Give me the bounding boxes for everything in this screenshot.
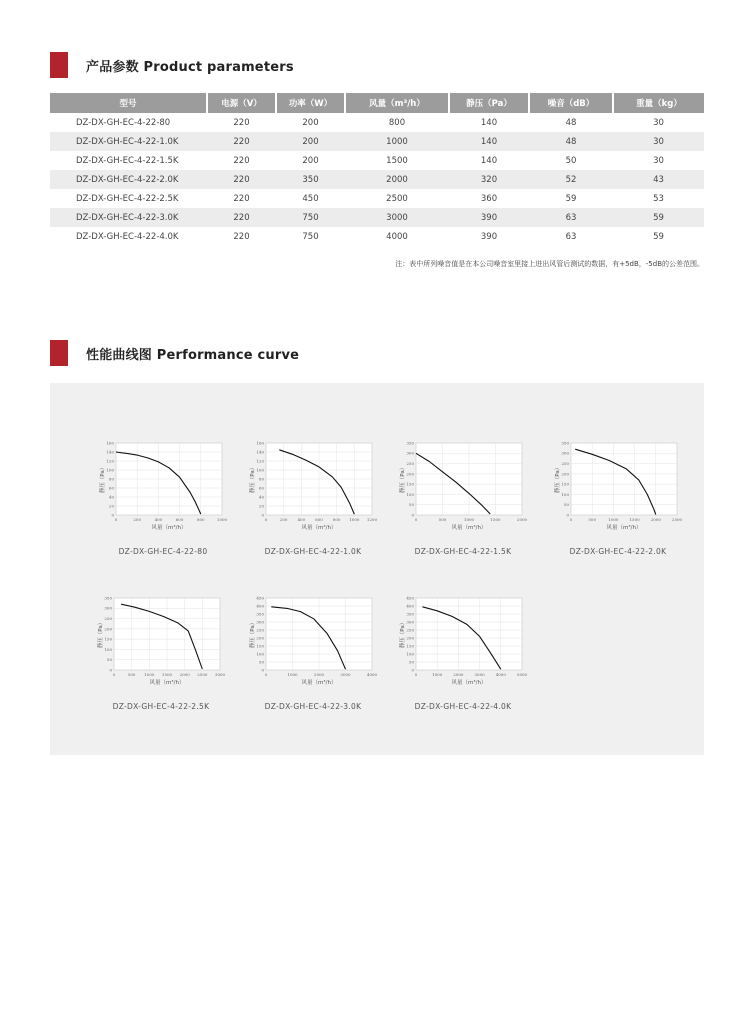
performance-chart xyxy=(248,438,378,558)
header-model: 型号 xyxy=(50,93,207,113)
y-tick-label: 300 xyxy=(406,450,414,456)
cell-weight: 30 xyxy=(653,155,664,166)
x-axis-label: 风量（m³/h） xyxy=(451,680,487,686)
y-tick-label: 0 xyxy=(261,512,264,518)
cell-power: 200 xyxy=(302,117,319,128)
cell-noise: 50 xyxy=(565,155,577,166)
x-tick-label: 0 xyxy=(264,672,268,677)
y-tick-label: 450 xyxy=(256,595,264,601)
x-tick-label: 4000 xyxy=(366,672,378,677)
x-tick-label: 4000 xyxy=(495,672,506,677)
y-tick-label: 100 xyxy=(106,467,114,473)
x-tick-label: 1000 xyxy=(144,672,155,677)
cell-voltage: 220 xyxy=(233,193,250,204)
header-weight: 重量（kg） xyxy=(613,93,704,113)
plot-area xyxy=(571,443,677,515)
y-tick-label: 100 xyxy=(561,491,569,497)
y-tick-label: 200 xyxy=(256,635,264,641)
cell-noise: 63 xyxy=(565,231,577,242)
y-axis-label: 静压（Pa） xyxy=(555,464,561,494)
y-tick-label: 200 xyxy=(104,626,112,632)
performance-chart xyxy=(98,438,228,558)
table-row xyxy=(50,151,704,170)
x-tick-label: 0 xyxy=(569,517,573,522)
y-tick-label: 150 xyxy=(406,643,414,649)
cell-pressure: 390 xyxy=(449,208,529,227)
cell-power: 750 xyxy=(276,208,345,227)
y-axis-label: 静压（Pa） xyxy=(400,464,406,494)
y-axis-label: 静压（Pa） xyxy=(100,464,106,494)
y-tick-label: 300 xyxy=(561,450,569,456)
header-noise: 噪音（dB） xyxy=(529,93,613,113)
x-tick-label: 1200 xyxy=(366,517,378,522)
y-tick-label: 20 xyxy=(108,503,114,509)
x-tick-label: 600 xyxy=(175,517,184,522)
y-tick-label: 50 xyxy=(106,657,112,663)
x-axis-label: 风量（m³/h） xyxy=(451,525,487,531)
cell-model: DZ-DX-GH-EC-4-22-1.0K xyxy=(50,132,207,151)
cell-airflow: 2500 xyxy=(386,193,408,204)
section-marker xyxy=(50,340,68,366)
x-tick-label: 800 xyxy=(196,517,205,522)
x-tick-label: 1000 xyxy=(216,517,228,522)
section-header-curve xyxy=(50,340,299,366)
x-tick-label: 1000 xyxy=(608,517,619,522)
cell-pressure: 360 xyxy=(480,193,498,204)
x-tick-label: 1000 xyxy=(432,672,443,677)
y-tick-label: 20 xyxy=(258,503,264,509)
chart-model-label: DZ-DX-GH-EC-4-22-1.5K xyxy=(414,547,512,556)
y-tick-label: 80 xyxy=(258,476,264,482)
y-tick-label: 200 xyxy=(406,635,414,641)
y-tick-label: 80 xyxy=(108,476,114,482)
chart-svg xyxy=(248,593,378,701)
y-tick-label: 150 xyxy=(561,481,569,487)
y-tick-label: 250 xyxy=(561,460,569,466)
y-tick-label: 450 xyxy=(406,595,414,601)
chart-svg xyxy=(553,438,683,546)
y-tick-label: 50 xyxy=(408,659,414,665)
y-tick-label: 0 xyxy=(411,512,414,518)
cell-noise: 63 xyxy=(529,208,613,227)
y-tick-label: 120 xyxy=(106,458,114,464)
cell-power: 450 xyxy=(302,193,319,204)
x-tick-label: 1000 xyxy=(287,672,298,677)
y-tick-label: 0 xyxy=(261,667,264,673)
x-tick-label: 500 xyxy=(588,517,597,522)
table-row xyxy=(50,227,704,246)
x-tick-label: 0 xyxy=(114,517,118,522)
y-tick-label: 300 xyxy=(104,605,112,611)
chart-svg xyxy=(398,593,528,701)
y-axis-label: 静压（Pa） xyxy=(98,619,104,649)
section-title: 产品参数 Product parameters xyxy=(86,59,294,75)
cell-noise: 48 xyxy=(529,132,613,151)
x-tick-label: 2000 xyxy=(179,672,190,677)
table-header-row xyxy=(50,93,704,113)
y-tick-label: 40 xyxy=(258,494,264,500)
y-tick-label: 0 xyxy=(111,512,114,518)
chart-model-label: DZ-DX-GH-EC-4-22-1.0K xyxy=(264,547,362,556)
x-tick-label: 500 xyxy=(127,672,136,677)
y-tick-label: 250 xyxy=(104,615,112,621)
x-tick-label: 800 xyxy=(332,517,341,522)
y-axis-label: 静压（Pa） xyxy=(250,619,256,649)
cell-pressure: 140 xyxy=(480,155,498,166)
performance-chart xyxy=(96,593,226,713)
y-tick-label: 150 xyxy=(256,643,264,649)
y-tick-label: 400 xyxy=(406,603,414,609)
cell-pressure: 320 xyxy=(449,170,529,189)
y-tick-label: 160 xyxy=(106,440,114,446)
y-tick-label: 50 xyxy=(408,502,414,508)
parameters-table xyxy=(50,93,704,246)
header-pressure: 静压（Pa） xyxy=(449,93,529,113)
cell-weight: 30 xyxy=(653,117,664,128)
x-tick-label: 600 xyxy=(315,517,323,522)
cell-weight: 59 xyxy=(653,231,664,242)
y-tick-label: 0 xyxy=(109,667,112,673)
x-tick-label: 2000 xyxy=(516,517,528,522)
y-tick-label: 150 xyxy=(406,481,414,487)
cell-voltage: 220 xyxy=(233,155,250,166)
cell-noise: 59 xyxy=(565,193,577,204)
chart-model-label: DZ-DX-GH-EC-4-22-4.0K xyxy=(414,702,512,711)
y-tick-label: 160 xyxy=(256,440,264,446)
y-tick-label: 100 xyxy=(256,467,264,473)
y-tick-label: 100 xyxy=(406,651,414,657)
x-tick-label: 3000 xyxy=(340,672,351,677)
x-tick-label: 1500 xyxy=(161,672,173,677)
header-airflow: 风量（m³/h） xyxy=(345,93,449,113)
x-tick-label: 200 xyxy=(279,517,288,522)
x-tick-label: 3000 xyxy=(214,672,226,677)
cell-voltage: 220 xyxy=(233,231,250,242)
cell-power: 200 xyxy=(276,132,345,151)
x-tick-label: 5000 xyxy=(516,672,528,677)
x-tick-label: 1500 xyxy=(490,517,501,522)
noise-note: 注：表中所列噪音值是在本公司噪音室里接上进出风管后测试的数据，有+5dB，-5dB的公差范围。 xyxy=(395,260,704,268)
cell-power: 350 xyxy=(276,170,345,189)
cell-pressure: 140 xyxy=(449,132,529,151)
cell-airflow: 1500 xyxy=(386,155,408,166)
x-tick-label: 1500 xyxy=(629,517,640,522)
y-tick-label: 40 xyxy=(108,494,114,500)
y-tick-label: 0 xyxy=(411,667,414,673)
chart-model-label: DZ-DX-GH-EC-4-22-2.0K xyxy=(569,547,667,556)
cell-model: DZ-DX-GH-EC-4-22-80 xyxy=(76,117,171,128)
y-tick-label: 50 xyxy=(563,502,569,508)
y-tick-label: 250 xyxy=(256,627,264,633)
cell-pressure: 140 xyxy=(480,117,498,128)
section-header-parameters xyxy=(50,52,294,78)
x-tick-label: 2000 xyxy=(650,517,661,522)
y-tick-label: 140 xyxy=(256,449,264,455)
y-tick-label: 100 xyxy=(104,646,112,652)
section-marker xyxy=(50,52,68,78)
y-tick-label: 350 xyxy=(561,440,569,446)
x-axis-label: 风量（m³/h） xyxy=(606,525,642,531)
x-tick-label: 200 xyxy=(133,517,142,522)
x-tick-label: 1000 xyxy=(463,517,475,522)
cell-pressure: 390 xyxy=(480,231,498,242)
x-tick-label: 1000 xyxy=(349,517,360,522)
y-tick-label: 200 xyxy=(561,471,569,477)
table-row xyxy=(50,208,704,227)
performance-curve-panel xyxy=(50,383,704,755)
x-tick-label: 0 xyxy=(264,517,268,522)
cell-voltage: 220 xyxy=(207,132,276,151)
y-tick-label: 250 xyxy=(406,460,414,466)
cell-weight: 59 xyxy=(613,208,704,227)
cell-noise: 52 xyxy=(529,170,613,189)
table-row xyxy=(50,170,704,189)
y-tick-label: 350 xyxy=(256,611,264,617)
x-axis-label: 风量（m³/h） xyxy=(149,680,185,686)
y-tick-label: 60 xyxy=(108,485,114,491)
y-tick-label: 350 xyxy=(406,611,414,617)
cell-voltage: 220 xyxy=(207,208,276,227)
x-axis-label: 风量（m³/h） xyxy=(151,525,187,531)
header-power: 功率（W） xyxy=(276,93,345,113)
y-tick-label: 60 xyxy=(258,485,264,491)
cell-power: 750 xyxy=(302,231,319,242)
cell-airflow: 2000 xyxy=(345,170,449,189)
cell-model: DZ-DX-GH-EC-4-22-3.0K xyxy=(50,208,207,227)
y-tick-label: 100 xyxy=(406,491,414,497)
y-tick-label: 50 xyxy=(258,659,264,665)
cell-weight: 30 xyxy=(613,132,704,151)
cell-power: 200 xyxy=(302,155,319,166)
chart-model-label: DZ-DX-GH-EC-4-22-80 xyxy=(118,547,208,556)
cell-airflow: 800 xyxy=(388,117,406,128)
chart-model-label: DZ-DX-GH-EC-4-22-3.0K xyxy=(264,702,362,711)
table-row xyxy=(50,113,704,132)
y-axis-label: 静压（Pa） xyxy=(400,619,406,649)
chart-svg xyxy=(96,593,226,701)
x-tick-label: 0 xyxy=(414,672,418,677)
x-tick-label: 400 xyxy=(297,517,306,522)
performance-chart xyxy=(553,438,683,558)
cell-airflow: 3000 xyxy=(345,208,449,227)
cell-voltage: 220 xyxy=(207,170,276,189)
cell-voltage: 220 xyxy=(233,117,250,128)
x-axis-label: 风量（m³/h） xyxy=(301,525,337,531)
table-row xyxy=(50,132,704,151)
cell-weight: 53 xyxy=(653,193,664,204)
chart-svg xyxy=(398,438,528,546)
chart-svg xyxy=(248,438,378,546)
cell-airflow: 1000 xyxy=(345,132,449,151)
cell-weight: 43 xyxy=(613,170,704,189)
y-tick-label: 250 xyxy=(406,627,414,633)
x-tick-label: 2000 xyxy=(453,672,464,677)
y-tick-label: 350 xyxy=(406,440,414,446)
cell-model: DZ-DX-GH-EC-4-22-2.5K xyxy=(76,193,179,204)
cell-model: DZ-DX-GH-EC-4-22-4.0K xyxy=(76,231,179,242)
y-axis-label: 静压（Pa） xyxy=(250,464,256,494)
y-tick-label: 150 xyxy=(104,636,112,642)
x-tick-label: 3000 xyxy=(474,672,485,677)
cell-airflow: 4000 xyxy=(386,231,408,242)
section-title: 性能曲线图 Performance curve xyxy=(86,347,300,363)
y-tick-label: 200 xyxy=(406,471,414,477)
x-tick-label: 500 xyxy=(438,517,447,522)
performance-chart xyxy=(398,593,528,713)
cell-noise: 48 xyxy=(565,117,577,128)
y-tick-label: 300 xyxy=(406,619,414,625)
x-tick-label: 400 xyxy=(154,517,163,522)
y-tick-label: 100 xyxy=(256,651,264,657)
x-tick-label: 0 xyxy=(414,517,418,522)
performance-chart xyxy=(248,593,378,713)
y-tick-label: 350 xyxy=(104,595,112,601)
y-tick-label: 300 xyxy=(256,619,264,625)
chart-svg xyxy=(98,438,228,546)
x-tick-label: 2000 xyxy=(313,672,325,677)
y-tick-label: 140 xyxy=(106,449,114,455)
chart-model-label: DZ-DX-GH-EC-4-22-2.5K xyxy=(112,702,210,711)
performance-chart xyxy=(398,438,528,558)
x-tick-label: 2500 xyxy=(671,517,683,522)
x-axis-label: 风量（m³/h） xyxy=(301,680,337,686)
y-tick-label: 120 xyxy=(256,458,264,464)
x-tick-label: 0 xyxy=(112,672,116,677)
header-voltage: 电源（V） xyxy=(207,93,276,113)
x-tick-label: 2500 xyxy=(197,672,208,677)
y-tick-label: 400 xyxy=(256,603,264,609)
y-tick-label: 0 xyxy=(566,512,569,518)
table-row xyxy=(50,189,704,208)
cell-model: DZ-DX-GH-EC-4-22-1.5K xyxy=(76,155,179,166)
cell-model: DZ-DX-GH-EC-4-22-2.0K xyxy=(50,170,207,189)
